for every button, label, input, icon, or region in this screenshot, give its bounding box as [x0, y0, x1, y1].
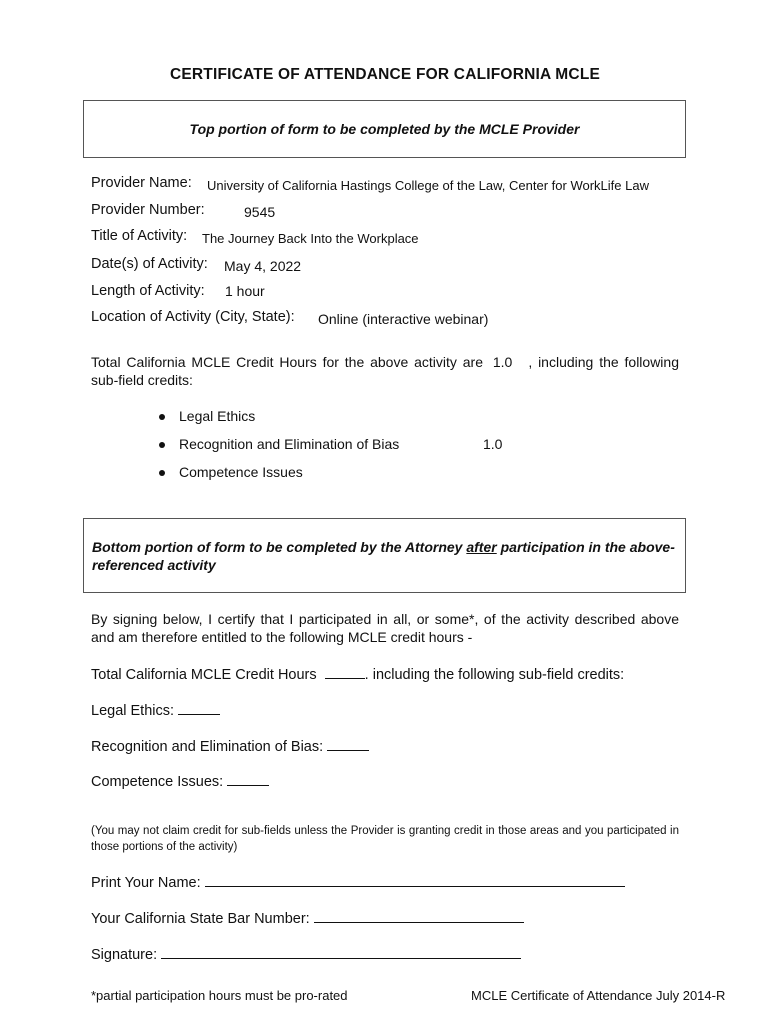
bullet-bias-value: 1.0	[483, 436, 503, 452]
attorney-heading-part2: participation in the above-referenced activity	[92, 539, 675, 573]
attorney-total-hours-field[interactable]	[325, 664, 365, 679]
attorney-heading-underlined: after	[466, 539, 497, 555]
activity-dates-value: May 4, 2022	[224, 258, 302, 274]
activity-length-label: Length of Activity:	[91, 283, 205, 299]
activity-length-value: 1 hour	[225, 283, 265, 299]
provider-number-label: Provider Number:	[91, 202, 205, 218]
footer-proration-note: *partial participation hours must be pro-rated	[91, 988, 348, 1003]
attorney-competence-label: Competence Issues:	[91, 774, 224, 790]
attorney-section-box	[83, 518, 686, 593]
provider-name-label: Provider Name:	[91, 175, 192, 191]
bullet-dot-icon	[159, 470, 165, 476]
attorney-total-hours-suffix: . including the following sub-field credits:	[364, 667, 625, 683]
attorney-competence-field[interactable]	[227, 771, 269, 786]
sub-field-note: (You may not claim credit for sub-fields unless the Provider is granting credit in those areas and you participated in those portions of the activity)	[91, 825, 679, 853]
certify-paragraph: By signing below, I certify that I participated in all, or some*, of the activity described above and am therefore entitled to the following MCLE credit hours -	[91, 611, 679, 645]
activity-location-value: Online (interactive webinar)	[318, 311, 489, 327]
attorney-heading-part1: Bottom portion of form to be completed by the Attorney	[92, 539, 467, 555]
attorney-total-hours-row	[91, 664, 624, 683]
attorney-ethics-label: Legal Ethics:	[91, 703, 175, 719]
credit-hours-total-value: 1.0	[492, 354, 513, 370]
signature-row	[91, 944, 521, 963]
bullet-legal-ethics	[159, 408, 255, 424]
credit-hours-intro-end: , including the following sub-field credits:	[91, 354, 679, 388]
bullet-legal-ethics-label: Legal Ethics	[179, 408, 256, 424]
activity-title-label: Title of Activity:	[91, 228, 188, 244]
activity-title-value: The Journey Back Into the Workplace	[202, 231, 419, 246]
attorney-total-hours-label: Total California MCLE Credit Hours	[91, 667, 317, 683]
provider-section-box	[83, 100, 686, 158]
credit-hours-intro: Total California MCLE Credit Hours for the above activity are	[91, 354, 483, 370]
print-name-row	[91, 872, 625, 891]
provider-name-value: University of California Hastings College of the Law, Center for WorkLife Law	[207, 178, 649, 193]
provider-section-heading: Top portion of form to be completed by the MCLE Provider	[189, 121, 580, 137]
attorney-bias-label: Recognition and Elimination of Bias:	[91, 739, 324, 755]
bullet-dot-icon	[159, 414, 165, 420]
bullet-bias	[159, 436, 399, 452]
signature-label: Signature:	[91, 947, 158, 963]
credit-hours-paragraph	[91, 353, 679, 389]
signature-field[interactable]	[161, 944, 521, 959]
provider-number-value: 9545	[244, 204, 276, 220]
attorney-ethics-field[interactable]	[178, 700, 220, 715]
attorney-ethics-row	[91, 700, 220, 719]
bullet-bias-label: Recognition and Elimination of Bias	[179, 436, 400, 452]
activity-location-label: Location of Activity (City, State):	[91, 309, 295, 325]
footer-form-version: MCLE Certificate of Attendance July 2014-R	[471, 988, 726, 1003]
print-name-label: Print Your Name:	[91, 875, 201, 891]
activity-dates-label: Date(s) of Activity:	[91, 256, 208, 272]
bullet-dot-icon	[159, 442, 165, 448]
attorney-section-heading	[92, 538, 679, 574]
print-name-field[interactable]	[205, 872, 625, 887]
attorney-competence-row	[91, 771, 269, 790]
bullet-competence-label: Competence Issues	[179, 464, 303, 480]
bar-number-row	[91, 908, 524, 927]
bar-number-field[interactable]	[314, 908, 524, 923]
attorney-bias-field[interactable]	[327, 736, 369, 751]
bullet-competence	[159, 464, 303, 480]
attorney-bias-row	[91, 736, 369, 755]
bar-number-label: Your California State Bar Number:	[91, 911, 310, 927]
document-title: CERTIFICATE OF ATTENDANCE FOR CALIFORNIA MCLE	[169, 66, 601, 83]
